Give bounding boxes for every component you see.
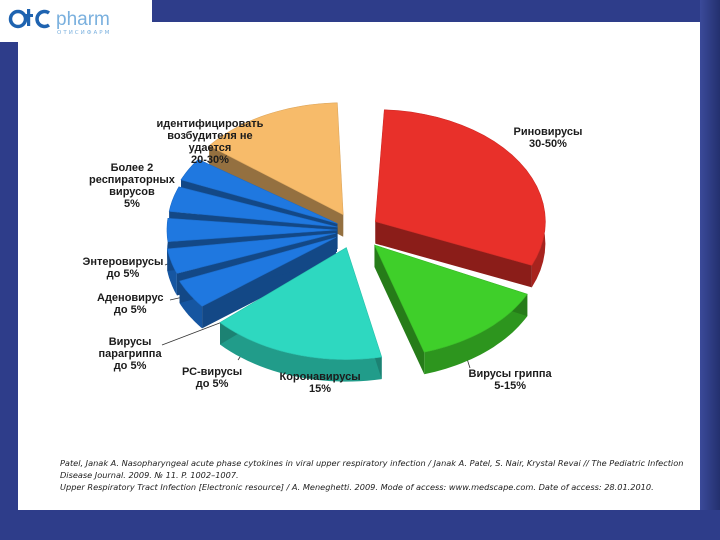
reference-line-2: Disease Journal. 2009. № 11. P. 1002–1007. [60, 470, 239, 480]
slice-label-5-line-1: Вирусы [108, 336, 152, 348]
slice-label-9 [157, 118, 264, 166]
slice-label-5-line-3: до 5% [113, 360, 147, 372]
slice-label-4 [182, 366, 242, 390]
slice-label-8-line-4: 5% [123, 198, 140, 210]
slice-label-9-line-3: удается [188, 142, 232, 154]
references [60, 457, 690, 493]
slice-label-6 [97, 292, 163, 316]
slice-label-8-line-1: Более 2 [110, 162, 154, 174]
slice-label-2-line-1: Вирусы гриппа [468, 368, 552, 380]
slice-label-9-line-1: идентифицировать [156, 118, 264, 130]
slice-label-9-line-2: возбудителя не [167, 130, 253, 142]
logo-tagline: ОТИСИФАРМ [57, 30, 112, 36]
slice-label-3-line-1: Коронавирусы [279, 371, 361, 383]
slice-label-1 [514, 126, 583, 150]
slice-label-7-line-1: Энтеровирусы [82, 256, 164, 268]
slice-label-2 [469, 368, 552, 392]
slice-label-8-line-3: вирусов [109, 186, 155, 198]
slice-label-4-line-2: до 5% [195, 378, 229, 390]
slice-label-8-line-2: респираторных [89, 174, 175, 186]
slice-label-7-line-2: до 5% [106, 268, 140, 280]
slice-label-3 [280, 371, 361, 395]
slice-label-7 [83, 256, 164, 280]
slice-label-1-line-1: Риновирусы [513, 126, 583, 138]
logo-wordmark: pharm [56, 9, 110, 30]
slice-label-3-line-2: 15% [309, 383, 332, 395]
reference-line-1: Patel, Janak A. Nasopharyngeal acute phase cytokines in viral upper respiratory infection / Janak A. Patel, S. Nair, Krystal Revai // The Pediatric Infection [60, 458, 684, 468]
slice-label-2-line-2: 5-15% [494, 380, 526, 392]
slice-label-6-line-1: Аденовирус [97, 292, 164, 304]
reference-line-3: Upper Respiratory Tract Infection [Electronic resource] / A. Meneghetti. 2009. Mode of access: www.medscape.com. Date of access: 28.01.2010. [60, 482, 654, 492]
slice-label-5-line-2: парагриппа [98, 348, 162, 360]
slice-label-1-line-2: 30-50% [529, 138, 567, 150]
slice-label-6-line-2: до 5% [113, 304, 147, 316]
slice-label-5 [99, 336, 162, 372]
slice-label-8 [89, 162, 175, 210]
slice-label-9-line-4: 20-30% [190, 154, 229, 166]
slice-label-4-line-1: РС-вирусы [182, 366, 243, 378]
